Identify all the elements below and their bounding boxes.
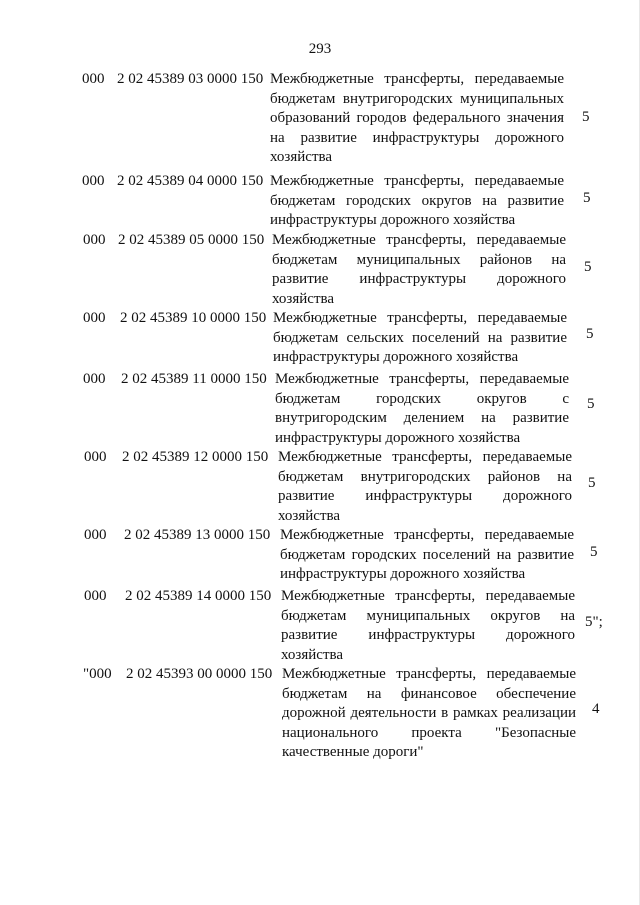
row-code: 2 02 45389 11 0000 150 (121, 371, 267, 387)
row-prefix: 000 (82, 173, 105, 189)
row-amount: 5 (584, 259, 592, 275)
row-prefix: 000 (84, 588, 107, 604)
row-prefix: 000 (82, 71, 105, 87)
row-description: Межбюджетные трансферты, передаваемые бюджетам муниципальных округов на развитие инфраструктуры дорожного хозяйства (281, 588, 575, 663)
row-code: 2 02 45393 00 0000 150 (126, 666, 273, 682)
row-amount: 5 (583, 190, 591, 206)
row-prefix: 000 (83, 310, 106, 326)
row-code: 2 02 45389 13 0000 150 (124, 527, 271, 543)
row-amount: 4 (592, 701, 600, 717)
row-description: Межбюджетные трансферты, передаваемые бюджетам муниципальных районов на развитие инфраструктуры дорожного хозяйства (272, 232, 566, 307)
row-amount: 5 (586, 326, 594, 342)
row-prefix: 000 (83, 232, 106, 248)
row-amount: 5 (590, 544, 598, 560)
row-description: Межбюджетные трансферты, передаваемые бюджетам городских поселений на развитие инфраструктуры дорожного хозяйства (280, 527, 574, 582)
row-code: 2 02 45389 05 0000 150 (118, 232, 265, 248)
row-prefix: 000 (84, 449, 107, 465)
row-description: Межбюджетные трансферты, передаваемые бюджетам городских округов на развитие инфраструктуры дорожного хозяйства (270, 173, 564, 228)
page-number: 293 (308, 41, 332, 57)
row-description: Межбюджетные трансферты, передаваемые бюджетам внутригородских муниципальных образований городов федерального значения на развитие инфраструктуры дорожного хозяйства (270, 71, 564, 165)
row-description: Межбюджетные трансферты, передаваемые бюджетам на финансовое обеспечение дорожной деятельности в рамках реализации национального проекта "Безопасные качественные дороги" (282, 666, 576, 760)
row-code: 2 02 45389 10 0000 150 (120, 310, 267, 326)
row-amount: 5"; (585, 614, 603, 630)
row-description: Межбюджетные трансферты, передаваемые бюджетам городских округов с внутригородским делением на развитие инфраструктуры дорожного хозяйства (275, 371, 569, 446)
row-description: Межбюджетные трансферты, передаваемые бюджетам внутригородских районов на развитие инфраструктуры дорожного хозяйства (278, 449, 572, 524)
row-code: 2 02 45389 04 0000 150 (117, 173, 264, 189)
row-prefix: 000 (84, 527, 107, 543)
row-prefix: 000 (83, 371, 106, 387)
row-prefix: "000 (83, 666, 112, 682)
row-amount: 5 (587, 396, 595, 412)
row-description: Межбюджетные трансферты, передаваемые бюджетам сельских поселений на развитие инфраструктуры дорожного хозяйства (273, 310, 567, 365)
row-code: 2 02 45389 03 0000 150 (117, 71, 264, 87)
row-code: 2 02 45389 12 0000 150 (122, 449, 269, 465)
row-amount: 5 (588, 475, 596, 491)
row-code: 2 02 45389 14 0000 150 (125, 588, 272, 604)
row-amount: 5 (582, 109, 590, 125)
